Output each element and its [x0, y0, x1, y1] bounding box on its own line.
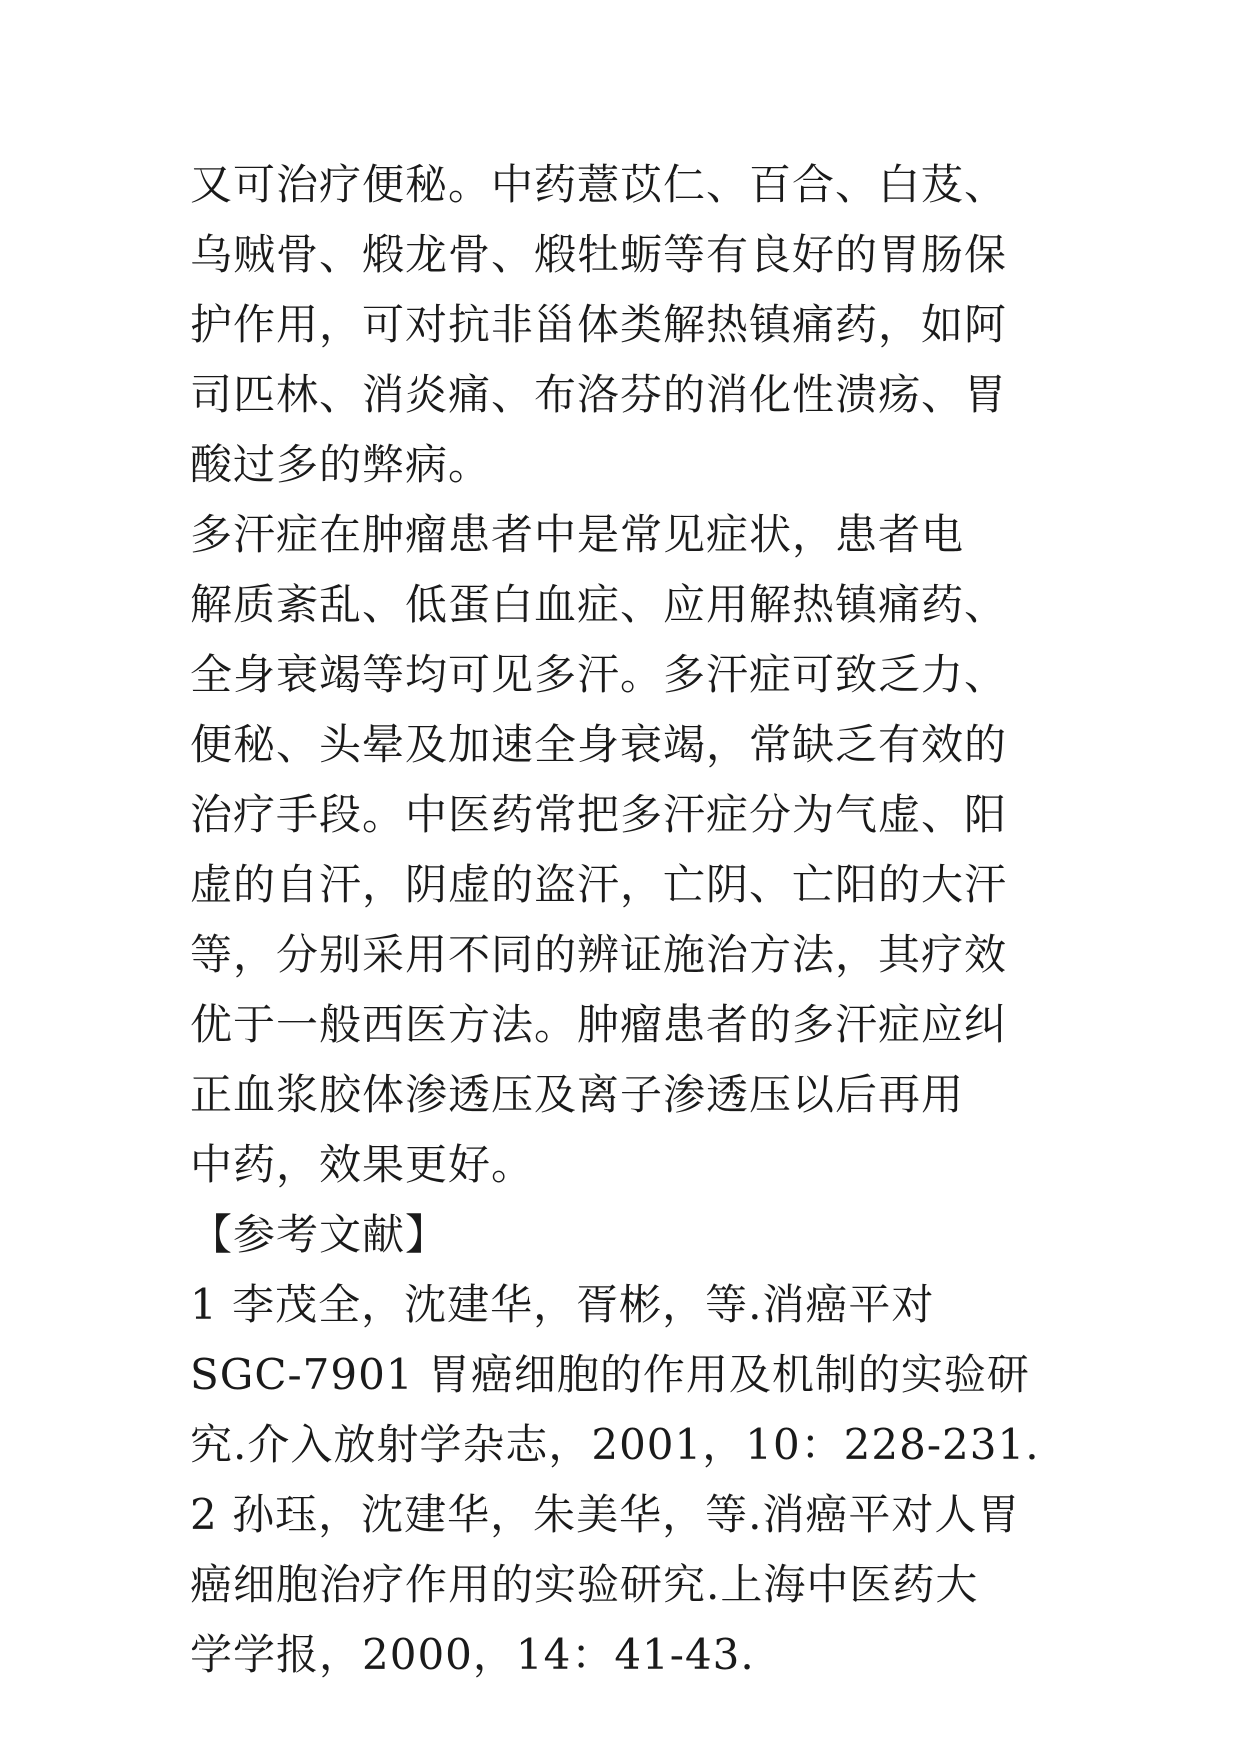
text-line: 解质紊乱、低蛋白血症、应用解热镇痛药、 — [190, 580, 1008, 629]
text-line: 中药，效果更好。 — [190, 1140, 535, 1189]
text-line: 全身衰竭等均可见多汗。多汗症可致乏力、 — [190, 650, 1008, 699]
text-line: 乌贼骨、煅龙骨、煅牡蛎等有良好的胃肠保 — [190, 230, 1008, 279]
paragraph-2 — [190, 500, 1090, 1200]
paragraph-1 — [190, 150, 1090, 500]
reference-line: 究.介入放射学杂志，2001，10：228-231. — [190, 1420, 1040, 1469]
text-line: 等，分别采用不同的辨证施治方法，其疗效 — [190, 930, 1008, 979]
text-line: 又可治疗便秘。中药薏苡仁、百合、白芨、 — [190, 160, 1008, 209]
text-line: 司匹林、消炎痛、布洛芬的消化性溃疡、胃 — [190, 370, 1008, 419]
text-line: 虚的自汗，阴虚的盗汗，亡阴、亡阳的大汗 — [190, 860, 1008, 909]
reference-line: SGC-7901 胃癌细胞的作用及机制的实验研 — [190, 1350, 1030, 1399]
text-line: 多汗症在肿瘤患者中是常见症状，患者电 — [190, 510, 965, 559]
document-body — [190, 150, 1090, 1690]
reference-line: 癌细胞治疗作用的实验研究.上海中医药大 — [190, 1560, 979, 1609]
reference-1 — [190, 1270, 1090, 1480]
reference-line: 1 李茂全，沈建华，胥彬，等.消癌平对 — [190, 1280, 935, 1329]
references-heading: 【参考文献】 — [190, 1210, 449, 1259]
text-line: 护作用，可对抗非甾体类解热镇痛药，如阿 — [190, 300, 1008, 349]
text-line: 便秘、头晕及加速全身衰竭，常缺乏有效的 — [190, 720, 1008, 769]
text-line: 优于一般西医方法。肿瘤患者的多汗症应纠 — [190, 1000, 1008, 1049]
reference-line: 2 孙珏，沈建华，朱美华，等.消癌平对人胃 — [190, 1490, 1021, 1539]
text-line: 治疗手段。中医药常把多汗症分为气虚、阳 — [190, 790, 1008, 839]
text-line: 酸过多的弊病。 — [190, 440, 492, 489]
text-line: 正血浆胶体渗透压及离子渗透压以后再用 — [190, 1070, 965, 1119]
reference-line: 学学报，2000，14：41-43. — [190, 1630, 755, 1679]
reference-2 — [190, 1480, 1090, 1690]
